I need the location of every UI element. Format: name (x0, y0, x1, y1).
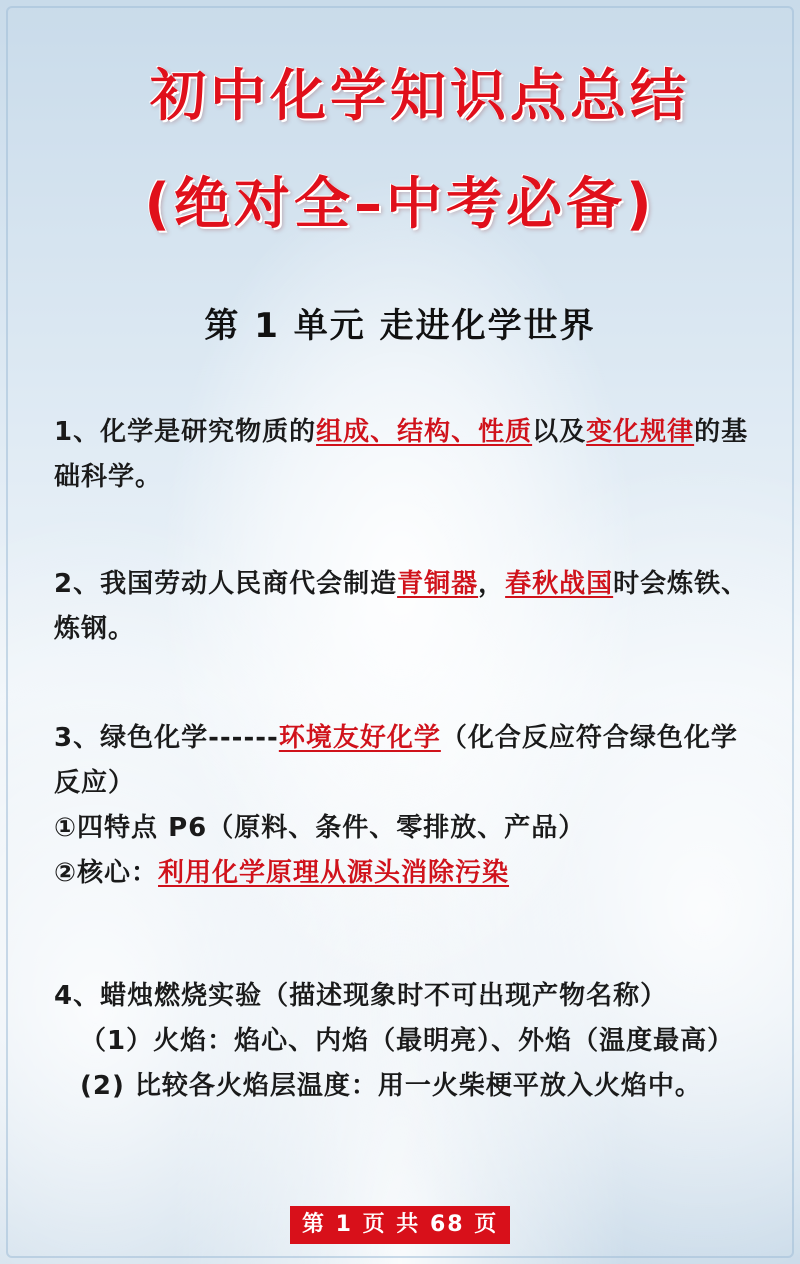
item-3-point-2 (54, 851, 754, 896)
knowledge-item-4 (54, 974, 754, 1109)
knowledge-item-1 (54, 410, 754, 500)
item-4-sub-1: （1）火焰：焰心、内焰（最明亮）、外焰（温度最高） (80, 1026, 735, 1056)
title-line-1: 初中化学知识点总结 (150, 64, 690, 129)
item-2-highlight-2: 春秋战国 (505, 569, 614, 599)
item-3-point-2-value: 利用化学原理从源头消除污染 (158, 858, 510, 888)
item-1-text-1: 1、化学是研究物质的 (54, 417, 317, 447)
item-2-text-1: 2、我国劳动人民商代会制造 (54, 569, 398, 599)
item-1-text-2: 以及 (532, 417, 587, 447)
item-1-text-3: 的基础科学。 (54, 417, 749, 492)
title-line-2: (绝对全–中考必备) (144, 172, 656, 237)
item-1-highlight-2: 变化规律 (586, 417, 695, 447)
item-1-highlight-1: 组成、结构、性质 (316, 417, 533, 447)
item-3-main (54, 716, 754, 806)
item-3-highlight-1: 环境友好化学 (278, 723, 441, 753)
item-4-title: 4、蜡烛燃烧实验（描述现象时不可出现产物名称） (54, 981, 668, 1011)
item-3-point-1: ①四特点 P6（原料、条件、零排放、产品） (54, 813, 586, 843)
knowledge-item-3 (54, 716, 754, 896)
unit-heading: 第 1 单元 走进化学世界 (204, 306, 596, 346)
item-3-text-1: 3、绿色化学------ (54, 723, 279, 753)
item-3-text-2: （化合反应符合绿色化学反应） (54, 723, 738, 798)
item-4-sub-2: (2) 比较各火焰层温度：用一火柴梗平放入火焰中。 (80, 1071, 702, 1101)
item-2-text-2: ， (478, 569, 506, 599)
item-2-text-3: 时会炼铁、炼钢。 (54, 569, 749, 644)
knowledge-item-2 (54, 562, 754, 652)
item-3-point-2-label: ②核心： (54, 858, 159, 888)
page-number-badge: 第 1 页 共 68 页 (290, 1206, 510, 1244)
item-2-highlight-1: 青铜器 (397, 569, 479, 599)
